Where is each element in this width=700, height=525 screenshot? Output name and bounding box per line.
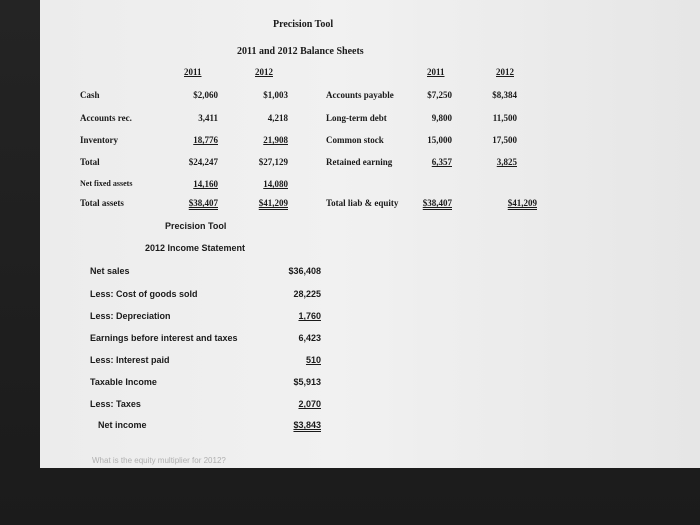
asset-value-2011: 18,776 [193, 135, 218, 145]
year-header-liab-2011: 2011 [427, 67, 445, 77]
income-row-label: Less: Depreciation [90, 311, 171, 321]
income-row-value: $5,913 [293, 377, 321, 387]
liability-value-2012: 17,500 [492, 135, 517, 145]
liability-label: Common stock [326, 135, 384, 145]
income-row-value: 6,423 [298, 333, 321, 343]
income-row-value: $36,408 [288, 266, 321, 276]
income-row-label: Net sales [90, 266, 130, 276]
liability-value-2011: $7,250 [427, 90, 452, 100]
total-liab-equity-2011: $38,407 [422, 198, 452, 208]
income-row-value: 28,225 [293, 289, 321, 299]
asset-value-2012: $27,129 [258, 157, 288, 167]
asset-label: Inventory [80, 135, 118, 145]
year-header-liab-2012: 2012 [496, 67, 514, 77]
document-page [40, 0, 700, 468]
asset-label: Cash [80, 90, 100, 100]
asset-label: Net fixed assets [80, 179, 133, 188]
liability-value-2011: 6,357 [431, 157, 452, 167]
asset-label: Total assets [80, 198, 124, 208]
total-liab-equity-2012: $41,209 [507, 198, 537, 208]
asset-value-2012: 14,080 [263, 179, 288, 189]
asset-value-2011: 3,411 [198, 113, 218, 123]
balance-sheet-title: 2011 and 2012 Balance Sheets [237, 46, 364, 57]
liability-value-2011: 15,000 [427, 135, 452, 145]
asset-value-2012: 21,908 [263, 135, 288, 145]
liability-value-2012: $8,384 [492, 90, 517, 100]
liability-value-2011: 9,800 [431, 113, 452, 123]
liability-value-2012: 3,825 [496, 157, 517, 167]
income-row-value: $3,843 [293, 420, 321, 430]
income-row-label: Less: Cost of goods sold [90, 289, 198, 299]
income-row-value: 1,760 [298, 311, 321, 321]
asset-label: Total [80, 157, 100, 167]
income-row-label: Taxable Income [90, 377, 157, 387]
question-text: What is the equity multiplier for 2012? [92, 456, 226, 465]
asset-value-2011: $38,407 [188, 198, 218, 208]
asset-label: Accounts rec. [80, 113, 132, 123]
income-row-label: Earnings before interest and taxes [90, 333, 238, 343]
asset-value-2012: 4,218 [267, 113, 288, 123]
income-row-label: Net income [98, 420, 147, 430]
asset-value-2011: $24,247 [188, 157, 218, 167]
liability-value-2012: 11,500 [492, 113, 517, 123]
total-liab-equity-label: Total liab & equity [326, 198, 399, 208]
liability-label: Accounts payable [326, 90, 394, 100]
asset-value-2011: $2,060 [193, 90, 218, 100]
income-row-value: 2,070 [298, 399, 321, 409]
income-row-label: Less: Taxes [90, 399, 141, 409]
year-header-assets-2012: 2012 [255, 67, 273, 77]
asset-value-2012: $41,209 [258, 198, 288, 208]
year-header-assets-2011: 2011 [184, 67, 202, 77]
income-row-label: Less: Interest paid [90, 355, 170, 365]
balance-sheet-company: Precision Tool [273, 19, 334, 30]
liability-label: Long-term debt [326, 113, 387, 123]
income-statement-title: 2012 Income Statement [145, 243, 246, 253]
asset-value-2011: 14,160 [193, 179, 218, 189]
asset-value-2012: $1,003 [263, 90, 288, 100]
income-statement-company: Precision Tool [165, 221, 227, 231]
income-row-value: 510 [305, 355, 321, 365]
liability-label: Retained earning [326, 157, 393, 167]
